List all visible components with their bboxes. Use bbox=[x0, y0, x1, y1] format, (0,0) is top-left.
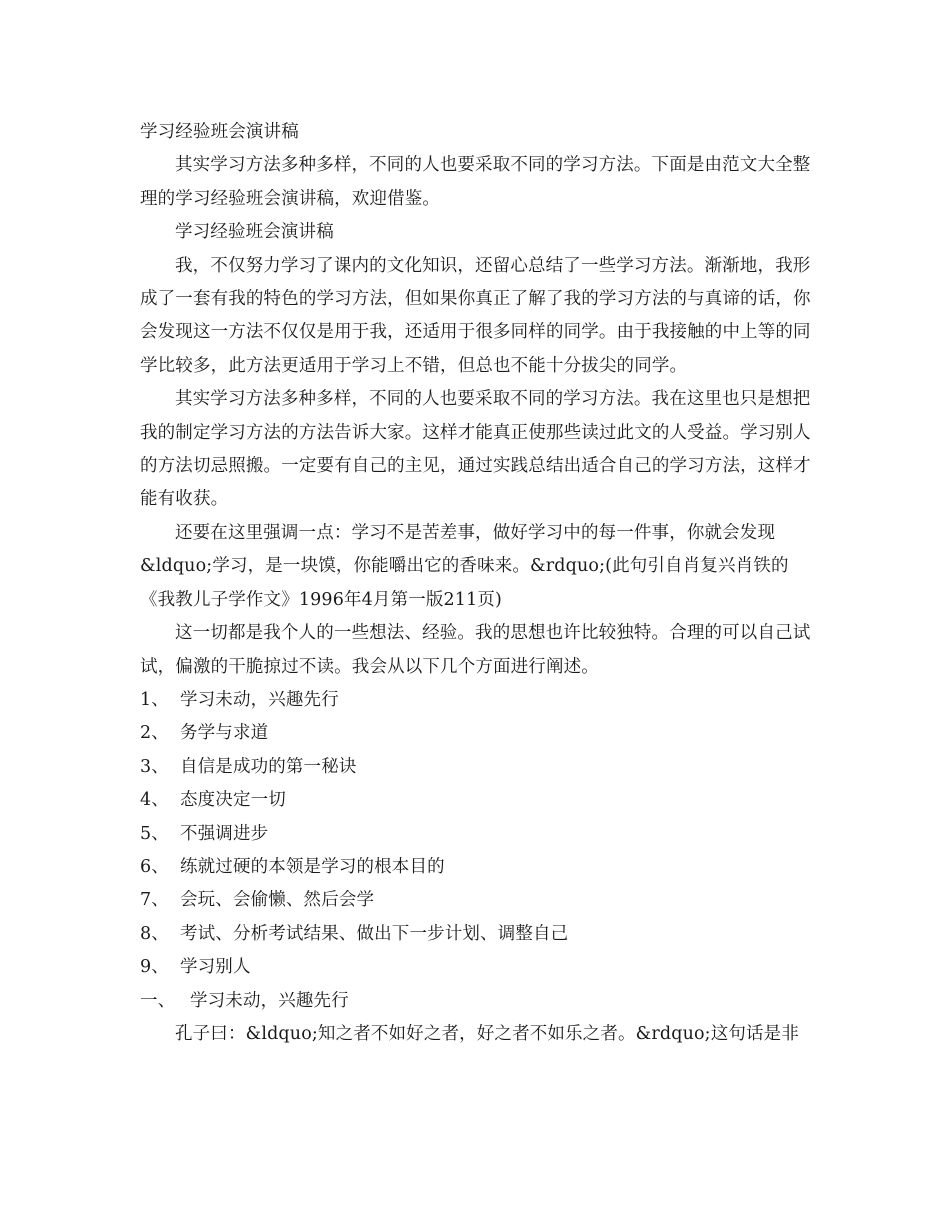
list-item-number: 4、 bbox=[140, 790, 169, 811]
list-item bbox=[140, 951, 820, 984]
list-item-text: 学习别人 bbox=[180, 957, 251, 978]
list-item-text: 务学与求道 bbox=[180, 723, 269, 744]
list-item bbox=[140, 784, 820, 817]
list-item-text: 会玩、会偷懒、然后会学 bbox=[180, 890, 375, 911]
list-item-text: 自信是成功的第一秘诀 bbox=[180, 756, 357, 777]
section-title: 学习未动，兴趣先行 bbox=[190, 990, 349, 1011]
list-item-text: 考试、分析考试结果、做出下一步计划、调整自己 bbox=[180, 923, 569, 944]
section-number: 一、 bbox=[140, 990, 176, 1011]
list-item-number: 3、 bbox=[140, 756, 169, 777]
body-paragraph-2: 其实学习方法多种多样，不同的人也要采取不同的学习方法。我在这里也只是想把我的制定学习方法的方法告诉大家。这样才能真正使那些读过此文的人受益。学习别人的方法切忌照搬。一定要有自己的主见，通过实践总结出适合自己的学习方法，这样才能有收获。 bbox=[140, 389, 811, 510]
list-item bbox=[140, 851, 820, 884]
list-item-text: 练就过硬的本领是学习的根本目的 bbox=[180, 856, 445, 877]
list-item-text: 不强调进步 bbox=[180, 823, 269, 844]
list-item-number: 2、 bbox=[140, 723, 169, 744]
list-item-number: 5、 bbox=[140, 823, 169, 844]
list-item bbox=[140, 684, 820, 717]
list-item bbox=[140, 918, 820, 951]
body-paragraph-1: 我，不仅努力学习了课内的文化知识，还留心总结了一些学习方法。渐渐地，我形成了一套有我的特色的学习方法，但如果你真正了解了我的学习方法的与真谛的话，你会发现这一方法不仅仅是用于我，还适用于很多同样的同学。由于我接触的中上等的同学比较多，此方法更适用于学习上不错，但总也不能十分拔尖的同学。 bbox=[140, 255, 811, 376]
list-item-text: 态度决定一切 bbox=[180, 790, 286, 811]
list-item-number: 6、 bbox=[140, 856, 169, 877]
document-body bbox=[140, 116, 820, 1051]
body-paragraph-last: 孔子曰：&ldquo;知之者不如好之者，好之者不如乐之者。&rdquo;这句话是非 bbox=[175, 1023, 799, 1044]
list-item-number: 1、 bbox=[140, 689, 169, 710]
list-item-number: 7、 bbox=[140, 890, 169, 911]
document-subtitle: 学习经验班会演讲稿 bbox=[175, 222, 334, 243]
body-paragraph-4: 这一切都是我个人的一些想法、经验。我的思想也许比较独特。合理的可以自己试试，偏激的干脆掠过不读。我会从以下几个方面进行阐述。 bbox=[140, 623, 811, 677]
document-title: 学习经验班会演讲稿 bbox=[140, 122, 299, 142]
list-item-number: 9、 bbox=[140, 957, 169, 978]
list-item bbox=[140, 751, 820, 784]
outline-list bbox=[140, 684, 820, 985]
list-item-number: 8、 bbox=[140, 923, 169, 944]
list-item bbox=[140, 717, 820, 750]
list-item bbox=[140, 884, 820, 917]
body-paragraph-3: 还要在这里强调一点：学习不是苦差事，做好学习中的每一件事，你就会发现&ldquo;学习，是一块馍，你能嚼出它的香味来。&rdquo;(此句引自肖复兴肖铁的《我教儿子学作文》1996年4月第一版211页) bbox=[140, 522, 789, 610]
list-item bbox=[140, 818, 820, 851]
intro-paragraph: 其实学习方法多种多样，不同的人也要采取不同的学习方法。下面是由范文大全整理的学习经验班会演讲稿，欢迎借鉴。 bbox=[140, 155, 811, 209]
section-heading bbox=[140, 985, 820, 1018]
list-item-text: 学习未动，兴趣先行 bbox=[180, 689, 339, 710]
